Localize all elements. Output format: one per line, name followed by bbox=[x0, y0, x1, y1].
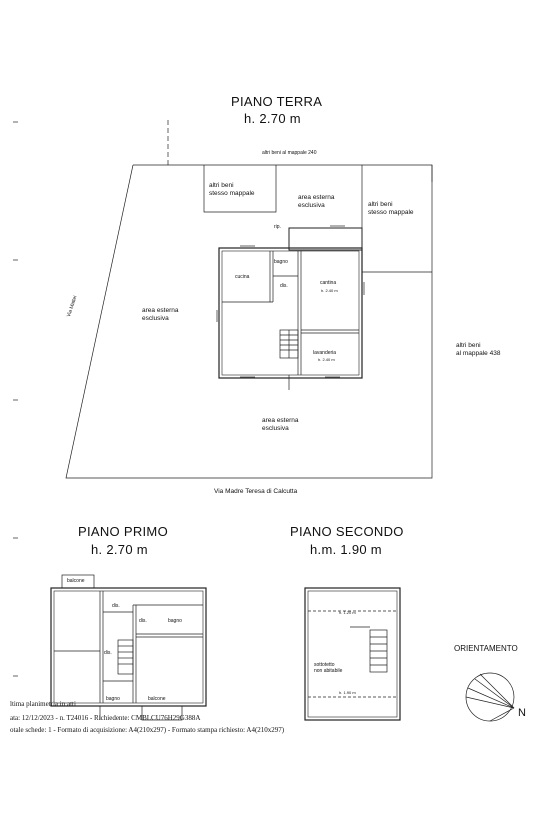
room-cantina: cantina bbox=[320, 280, 337, 286]
footer-line-1: ltima planimetria in atti bbox=[10, 700, 76, 708]
room-cucina: cucina bbox=[235, 274, 250, 280]
first-floor-height: h. 2.70 m bbox=[91, 542, 148, 557]
room-balcone-bottom: balcone bbox=[148, 696, 166, 702]
label-height-top: h. 1.20 m bbox=[339, 610, 356, 615]
street-via-mattei: Via Mattei bbox=[66, 294, 79, 318]
label-stesso-mappale-right: altri beni stesso mappale bbox=[368, 201, 414, 216]
room-dis-3: dis. bbox=[104, 650, 112, 656]
room-lavanderia: lavanderia bbox=[313, 350, 337, 356]
room-cantina-height: h. 2.40 m bbox=[321, 288, 338, 293]
room-sottotetto: sottotetto non abitabile bbox=[314, 662, 343, 674]
label-mappale-438: altri beni al mappale 438 bbox=[456, 342, 501, 357]
label-area-left: area esterna esclusiva bbox=[142, 307, 179, 322]
room-balcone-top: balcone bbox=[67, 578, 85, 584]
ground-floor-height: h. 2.70 m bbox=[244, 111, 301, 126]
room-dis: dis. bbox=[280, 283, 288, 289]
label-height-bottom: h. 1.90 m bbox=[339, 690, 356, 695]
footer-line-2: ata: 12/12/2023 - n. T24016 - Richiedente: CMBLCU76H29G388A bbox=[10, 714, 201, 722]
second-floor-title: PIANO SECONDO bbox=[290, 524, 404, 539]
room-rip: rip. bbox=[274, 224, 281, 230]
room-bagno: bagno bbox=[274, 259, 288, 265]
label-area-top: area esterna esclusiva bbox=[298, 194, 335, 209]
room-dis-1: dis. bbox=[112, 603, 120, 609]
label-area-bottom: area esterna esclusiva bbox=[262, 417, 299, 432]
north-label: N bbox=[518, 707, 526, 719]
label-mappale-240: altri beni al mappale 240 bbox=[262, 150, 317, 156]
room-lavanderia-height: h. 2.40 m bbox=[318, 357, 335, 362]
orientation-title: ORIENTAMENTO bbox=[454, 644, 518, 653]
street-via-madre-teresa: Via Madre Teresa di Calcutta bbox=[214, 488, 298, 495]
room-dis-2: dis. bbox=[139, 618, 147, 624]
first-floor-title: PIANO PRIMO bbox=[78, 524, 168, 539]
room-bagno-bottom: bagno bbox=[106, 696, 120, 702]
room-bagno-top: bagno bbox=[168, 618, 182, 624]
compass-icon bbox=[466, 673, 514, 721]
label-stesso-mappale-left: altri beni stesso mappale bbox=[209, 182, 255, 197]
second-floor-height: h.m. 1.90 m bbox=[310, 542, 382, 557]
ground-floor-title: PIANO TERRA bbox=[231, 94, 323, 109]
footer-line-3: otale schede: 1 - Formato di acquisizione: A4(210x297) - Formato stampa richiesto: A4(210x297) bbox=[10, 726, 285, 734]
